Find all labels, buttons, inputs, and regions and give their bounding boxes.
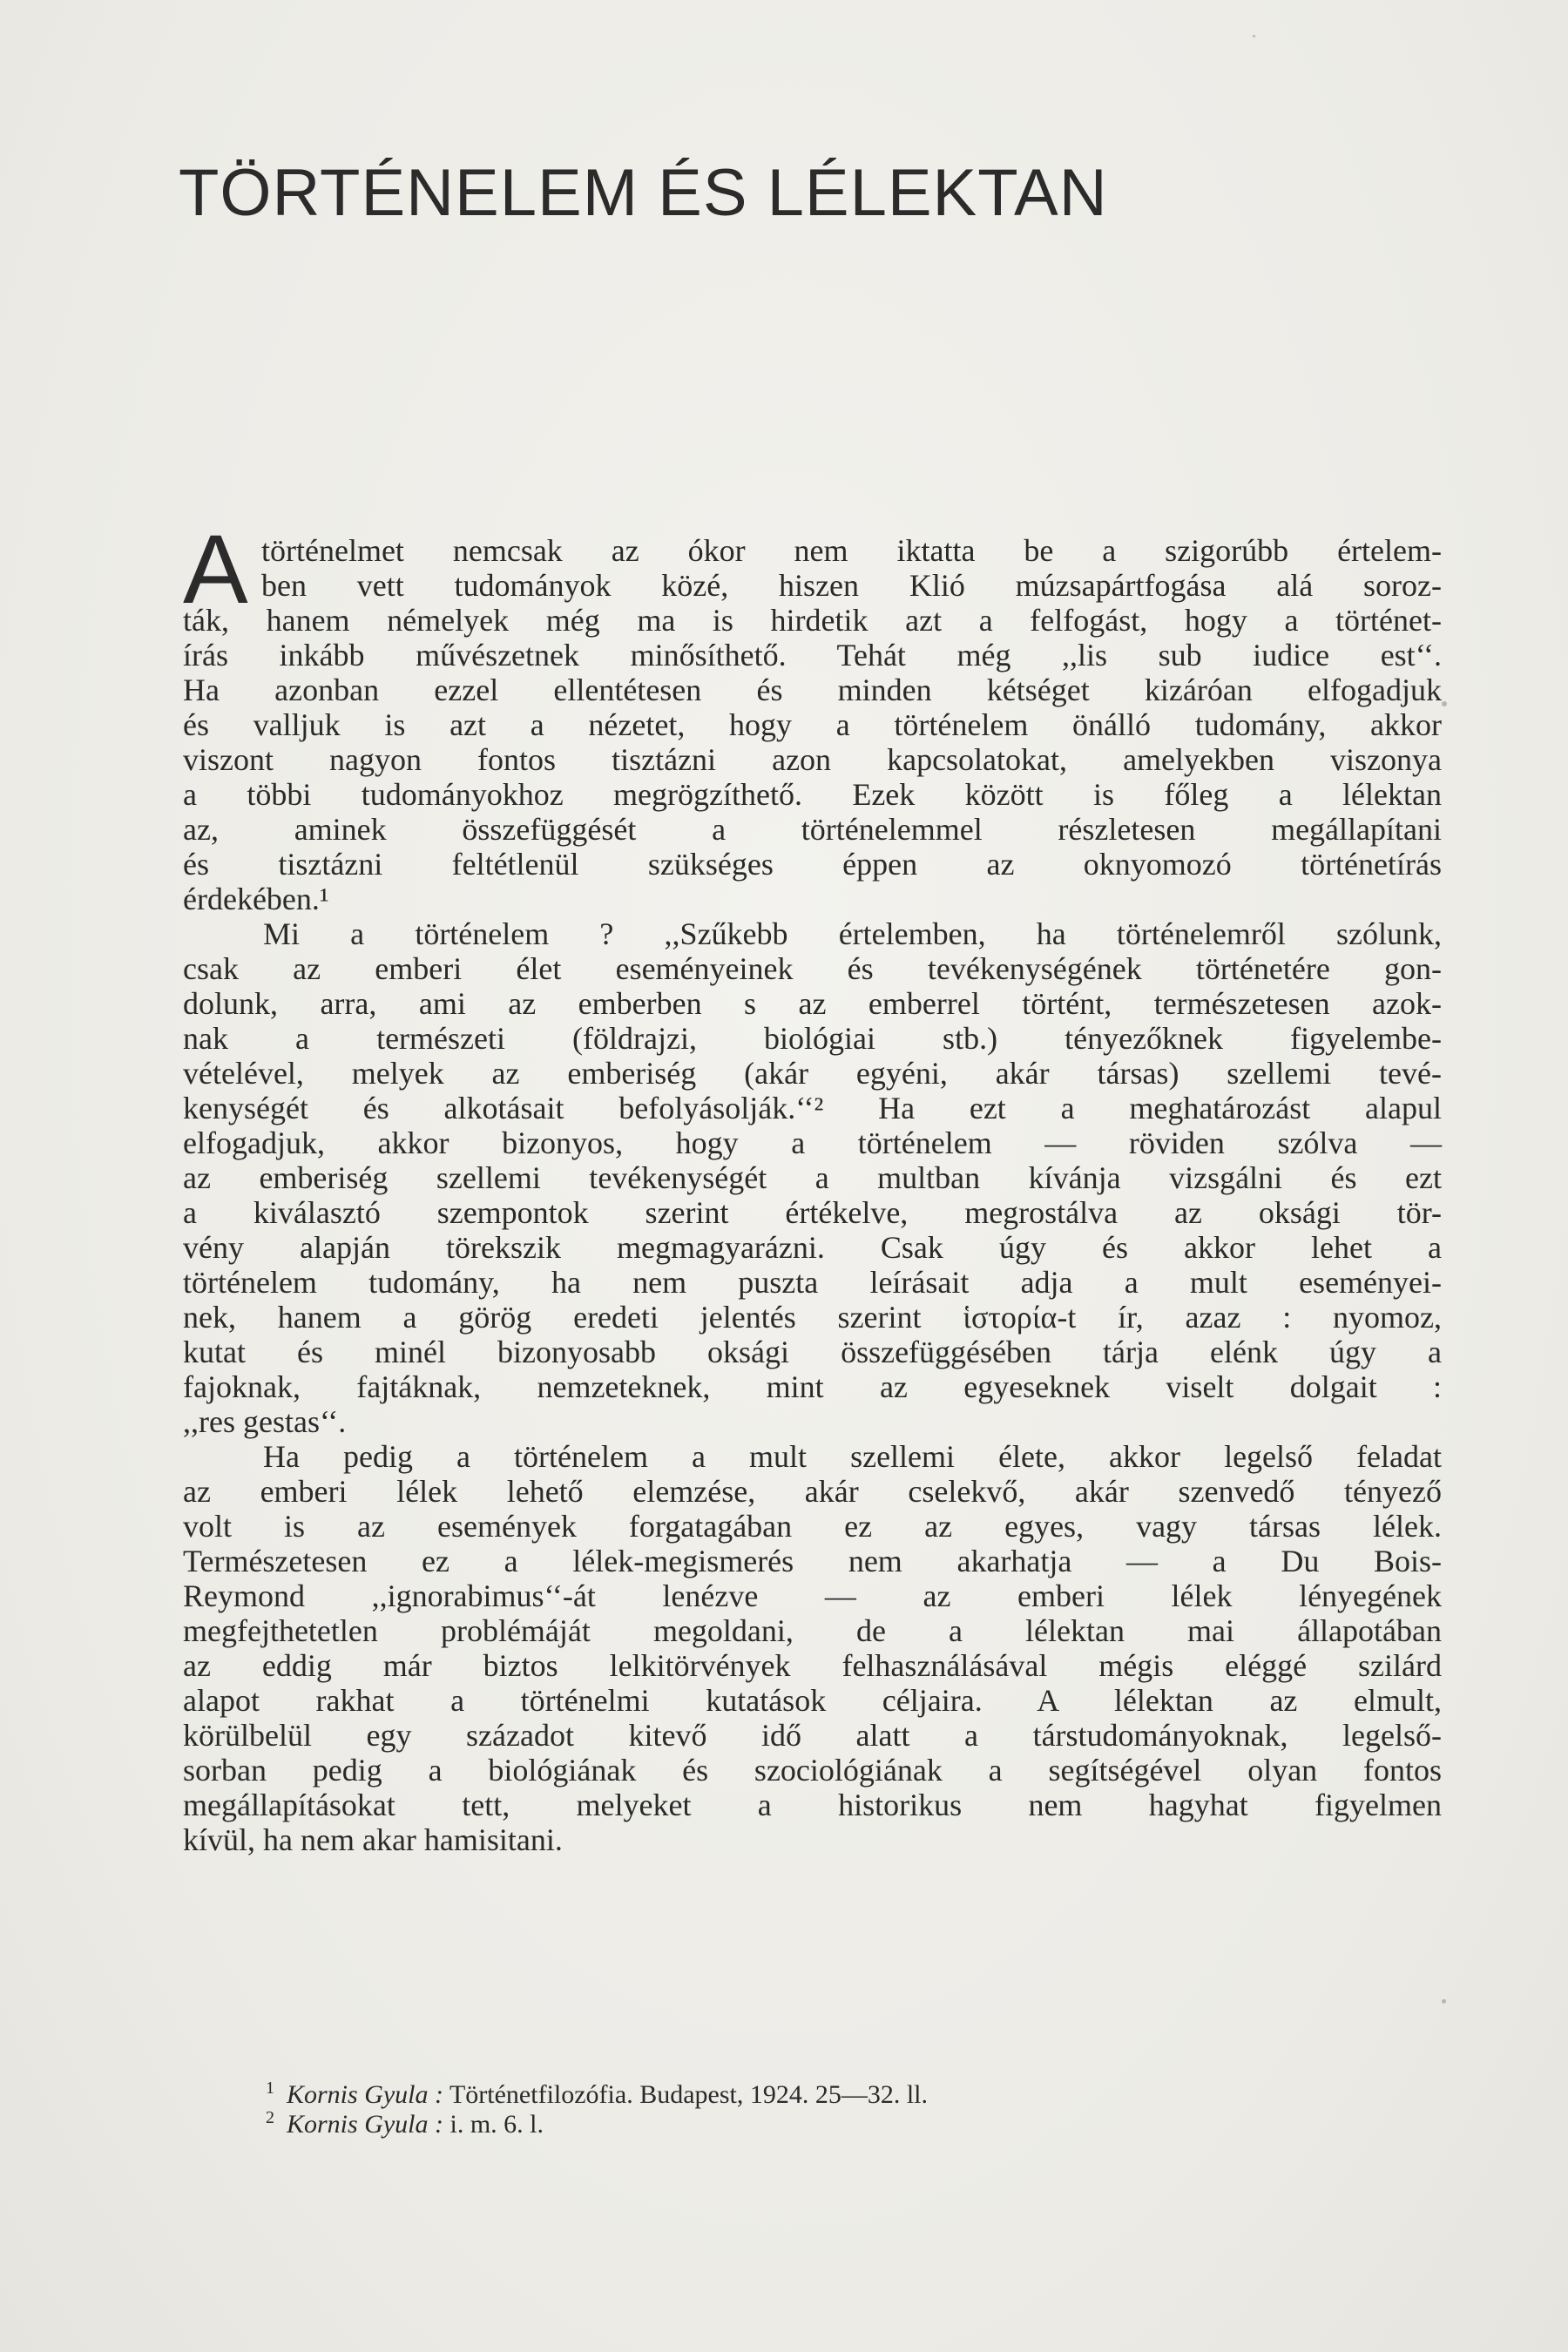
paper-speck bbox=[1442, 1999, 1446, 2004]
text-line: viszont nagyon fontos tisztázni azon kapcsolatokat, amelyekben viszonya bbox=[183, 742, 1442, 777]
paper-speck bbox=[1253, 35, 1255, 37]
text-line: nek, hanem a görög eredeti jelentés szerint ἱστορία-t ír, azaz : nyomoz, bbox=[183, 1300, 1442, 1335]
body-text bbox=[183, 515, 1442, 1857]
text-line: ták, hanem némelyek még ma is hirdetik azt a felfogást, hogy a történet- bbox=[183, 603, 1442, 638]
text-line: fajoknak, fajtáknak, nemzeteknek, mint az egyeseknek viselt dolgait : bbox=[183, 1369, 1442, 1404]
text-line: és tisztázni feltétlenül szükséges éppen az oknyomozó történetírás bbox=[183, 847, 1442, 882]
text-line: kenységét és alkotásait befolyásolják.‘‘² Ha ezt a meghatározást alapul bbox=[183, 1091, 1442, 1125]
text-line: történelem tudomány, ha nem puszta leírásait adja a mult eseményei- bbox=[183, 1265, 1442, 1300]
text-line: dolunk, arra, ami az emberben s az emberrel történt, természetesen azok- bbox=[183, 986, 1442, 1021]
text-line: sorban pedig a biológiának és szociológiának a segítségével olyan fontos bbox=[183, 1753, 1442, 1788]
text-line: és valljuk is azt a nézetet, hogy a történelem önálló tudomány, akkor bbox=[183, 707, 1442, 742]
page-title: TÖRTÉNELEM ÉS LÉLEKTAN bbox=[179, 156, 1108, 230]
text-line: csak az emberi élet eseményeinek és tevékenységének történetére gon- bbox=[183, 951, 1442, 986]
text-line: kutat és minél bizonyosabb oksági összefüggésében tárja elénk úgy a bbox=[183, 1335, 1442, 1369]
text-line: az emberiség szellemi tevékenységét a multban kívánja vizsgálni és ezt bbox=[183, 1160, 1442, 1195]
text-line: írás inkább művészetnek minősíthető. Tehát még ,,lis sub iudice est‘‘. bbox=[183, 638, 1442, 672]
text-line: vételével, melyek az emberiség (akár egyéni, akár társas) szellemi tevé- bbox=[183, 1056, 1442, 1091]
text-line: ben vett tudományok közé, hiszen Klió múzsapártfogása alá soroz- bbox=[261, 568, 1442, 603]
text-line: megállapításokat tett, melyeket a historikus nem hagyhat figyelmen bbox=[183, 1788, 1442, 1822]
footnote: $^2$ Kornis Gyula : i. m. 6. l. bbox=[266, 2108, 544, 2139]
text-line: Természetesen ez a lélek-megismerés nem akarhatja — a Du Bois- bbox=[183, 1544, 1442, 1578]
text-line: az eddig már biztos lelkitörvények felhasználásával mégis eléggé szilárd bbox=[183, 1648, 1442, 1683]
text-line: nak a természeti (földrajzi, biológiai stb.) tényezőknek figyelembe- bbox=[183, 1021, 1442, 1056]
text-line: megfejthetetlen problémáját megoldani, de a lélektan mai állapotában bbox=[183, 1613, 1442, 1648]
footnotes bbox=[266, 2073, 1398, 2139]
text-line: kívül, ha nem akar hamisitani. bbox=[183, 1822, 563, 1857]
text-line: a kiválasztó szempontok szerint értékelve, megrostálva az oksági tör- bbox=[183, 1195, 1442, 1230]
text-line: vény alapján törekszik megmagyarázni. Csak úgy és akkor lehet a bbox=[183, 1230, 1442, 1265]
text-line: az, aminek összefüggését a történelemmel részletesen megállapítani bbox=[183, 812, 1442, 847]
text-line: érdekében.¹ bbox=[183, 882, 329, 916]
paper-speck bbox=[1442, 701, 1447, 706]
text-line: Mi a történelem ? ,,Szűkebb értelemben, ha történelemről szólunk, bbox=[263, 916, 1442, 951]
text-line: ,,res gestas‘‘. bbox=[183, 1404, 347, 1439]
text-line: a többi tudományokhoz megrögzíthető. Ezek között is főleg a lélektan bbox=[183, 777, 1442, 812]
text-line: Ha azonban ezzel ellentétesen és minden kétséget kizáróan elfogadjuk bbox=[183, 672, 1442, 707]
text-line: alapot rakhat a történelmi kutatások céljaira. A lélektan az elmult, bbox=[183, 1683, 1442, 1718]
text-line: Reymond ,,ignorabimus‘‘-át lenézve — az emberi lélek lényegének bbox=[183, 1578, 1442, 1613]
drop-cap: A bbox=[183, 515, 248, 624]
footnote: $^1$ Kornis Gyula : Történetfilozófia. Budapest, 1924. 25—32. ll. bbox=[266, 2078, 929, 2109]
text-line: történelmet nemcsak az ókor nem iktatta be a szigorúbb értelem- bbox=[261, 533, 1442, 568]
text-line: volt is az események forgatagában ez az egyes, vagy társas lélek. bbox=[183, 1509, 1442, 1544]
text-line: körülbelül egy századot kitevő idő alatt a társtudományoknak, legelső- bbox=[183, 1718, 1442, 1753]
text-line: Ha pedig a történelem a mult szellemi élete, akkor legelső feladat bbox=[263, 1439, 1442, 1474]
text-line: az emberi lélek lehető elemzése, akár cselekvő, akár szenvedő tényező bbox=[183, 1474, 1442, 1509]
text-line: elfogadjuk, akkor bizonyos, hogy a történelem — röviden szólva — bbox=[183, 1125, 1442, 1160]
